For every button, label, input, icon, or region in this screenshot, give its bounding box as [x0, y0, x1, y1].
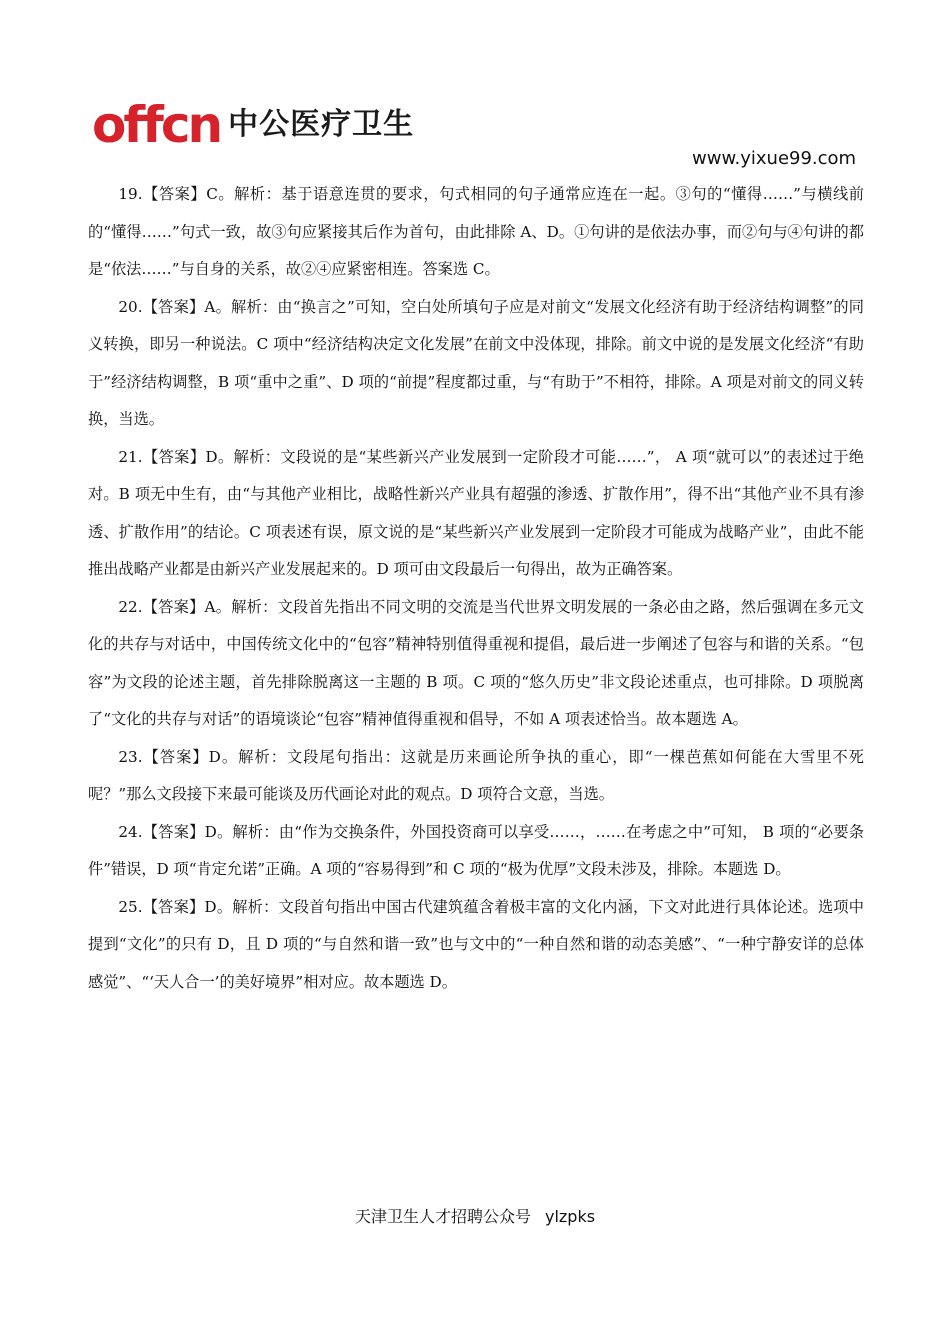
footer-text: 天津卫生人才招聘公众号 [354, 1207, 531, 1226]
footer-account: ylzpks [544, 1207, 596, 1226]
page-footer [0, 1204, 950, 1227]
answer-22: 22.【答案】A。解析：文段首先指出不同文明的交流是当代世界文明发展的一条必由之路，然后强调在多元文化的共存与对话中，中国传统文化中的“包容”精神特别值得重视和提倡，最后进一步阐述了包容与和谐的关系。“包容”为文段的论述主题，首先排除脱离这一主题的 B 项。C 项的“悠久历史”非文段论述重点，也可排除。D 项脱离了“文化的共存与对话”的语境谈论“包容”精神值得重视和倡导，不如 A 项表述恰当。故本题选 A。 [88, 597, 864, 728]
offcn-logo [92, 96, 415, 154]
answer-explanations [88, 176, 864, 1001]
logo-wordmark: offcn [92, 96, 221, 154]
brand-name: 中公医疗卫生 [228, 107, 415, 142]
answer-23: 23.【答案】D。解析：文段尾句指出：这就是历来画论所争执的重心，即“一棵芭蕉如何能在大雪里不死呢？”那么文段接下来最可能谈及历代画论对此的观点。D 项符合文意，当选。 [88, 747, 864, 803]
answer-20: 20.【答案】A。解析：由“换言之”可知，空白处所填句子应是对前文“发展文化经济有助于经济结构调整”的同义转换，即另一种说法。C 项中“经济结构决定文化发展”在前文中没体现，排除。前文中说的是发展文化经济“有助于”经济结构调整，B 项“重中之重”、D 项的“前提”程度都过重，与“有助于”不相符，排除。A 项是对前文的同义转换，当选。 [88, 297, 864, 428]
site-url: www.yixue99.com [692, 148, 857, 169]
answer-25: 25.【答案】D。解析：文段首句指出中国古代建筑蕴含着极丰富的文化内涵，下文对此进行具体论述。选项中提到“文化”的只有 D，且 D 项的“与自然和谐一致”也与文中的“一种自然和谐的动态美感”、“一种宁静安详的总体感觉”、“‘天人合一’的美好境界”相对应。故本题选 D。 [88, 897, 864, 991]
answer-21: 21.【答案】D。解析：文段说的是“某些新兴产业发展到一定阶段才可能……”， A 项“就可以”的表述过于绝对。B 项无中生有，由“与其他产业相比，战略性新兴产业具有超强的渗透、扩散作用”，得不出“其他产业不具有渗透、扩散作用”的结论。C 项表述有误，原文说的是“某些新兴产业发展到一定阶段才可能成为战略产业”，由此不能推出战略产业都是由新兴产业发展起来的。D 项可由文段最后一句得出，故为正确答案。 [88, 447, 865, 578]
answer-19: 19.【答案】C。解析：基于语意连贯的要求，句式相同的句子通常应连在一起。③句的“懂得……”与横线前的“懂得……”句式一致，故③句应紧接其后作为首句，由此排除 A、D。①句讲的是依法办事，而②句与④句讲的都是“依法……”与自身的关系，故②④应紧密相连。答案选 C。 [88, 185, 864, 278]
answer-24: 24.【答案】D。解析：由“作为交换条件，外国投资商可以享受……，……在考虑之中”可知， B 项的“必要条件”错误，D 项“肯定允诺”正确。A 项的“容易得到”和 C 项的“极为优厚”文段未涉及，排除。本题选 D。 [88, 822, 864, 878]
